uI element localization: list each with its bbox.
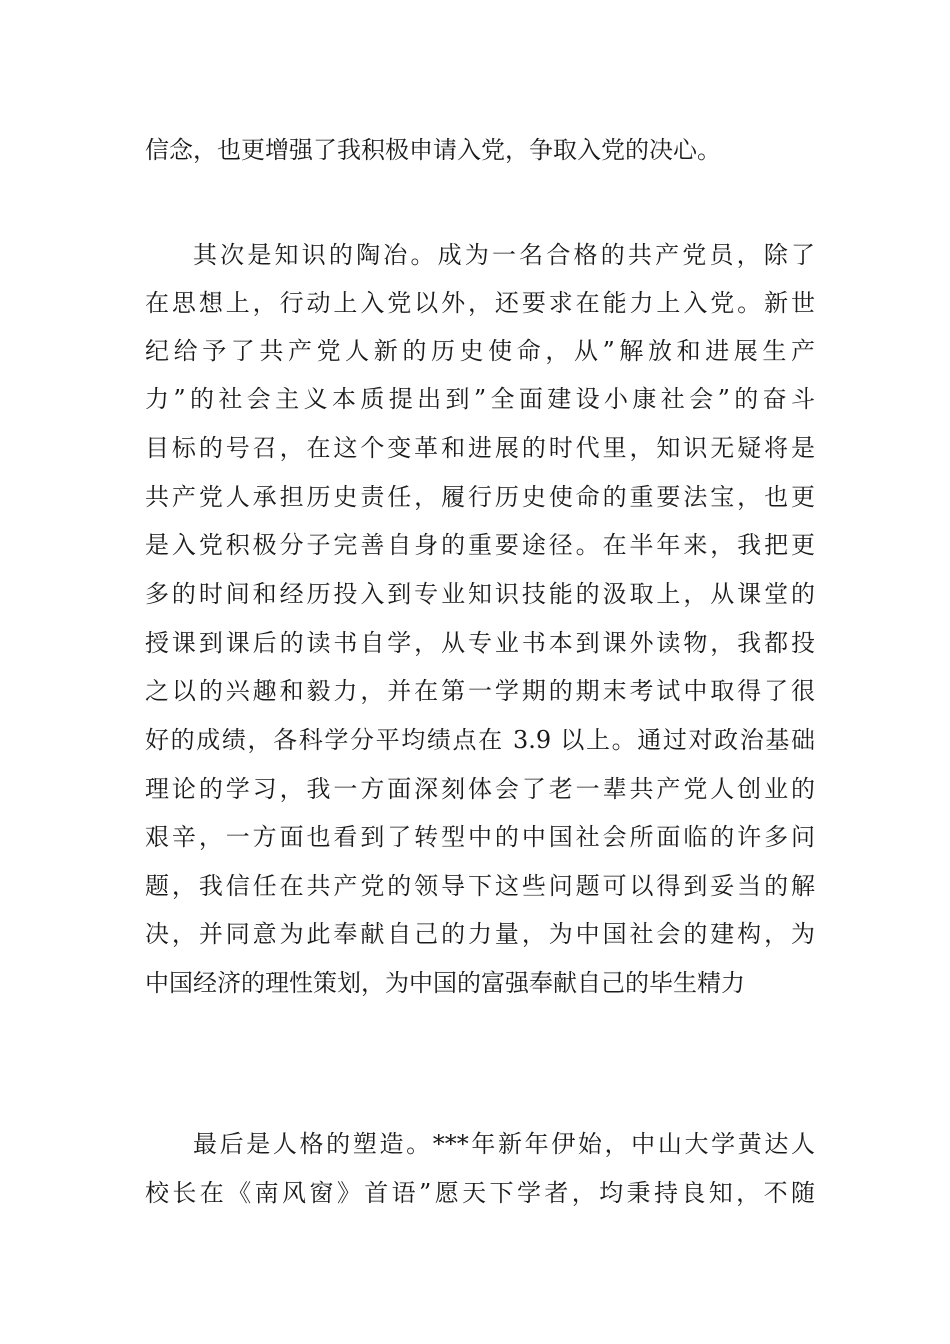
- paragraph-2-line-13: 艰辛，一方面也看到了转型中的中国社会所面临的许多问: [145, 823, 815, 851]
- paragraph-2-line-3: 纪给予了共产党人新的历史使命，从”解放和进展生产: [145, 337, 815, 365]
- paragraph-2-line-12: 理论的学习，我一方面深刻体会了老一辈共产党人创业的: [145, 775, 815, 803]
- paragraph-2-line-2: 在思想上，行动上入党以外，还要求在能力上入党。新世: [145, 289, 815, 317]
- paragraph-2-line-7: 是入党积极分子完善自身的重要途径。在半年来，我把更: [145, 531, 815, 559]
- paragraph-2-line-4: 力”的社会主义本质提出到”全面建设小康社会”的奋斗: [145, 385, 815, 413]
- paragraph-1-line-1: 信念，也更增强了我积极申请入党，争取入党的决心。: [145, 136, 721, 164]
- paragraph-2-line-5: 目标的号召，在这个变革和进展的时代里，知识无疑将是: [145, 434, 815, 462]
- paragraph-2-line-9: 授课到课后的读书自学，从专业书本到课外读物，我都投: [145, 629, 815, 657]
- paragraph-3-line-2: 校长在《南风窗》首语”愿天下学者，均秉持良知，不随: [145, 1179, 815, 1207]
- paragraph-3-line-1: 最后是人格的塑造。***年新年伊始，中山大学黄达人: [193, 1130, 815, 1158]
- paragraph-2-line-15: 决，并同意为此奉献自己的力量，为中国社会的建构，为: [145, 920, 815, 948]
- paragraph-2-line-16: 中国经济的理性策划，为中国的富强奉献自己的毕生精力: [145, 969, 745, 997]
- paragraph-2-line-11: 好的成绩，各科学分平均绩点在 3.9 以上。通过对政治基础: [145, 726, 815, 754]
- paragraph-2-line-1: 其次是知识的陶冶。成为一名合格的共产党员，除了: [193, 241, 815, 269]
- paragraph-2-line-10: 之以的兴趣和毅力，并在第一学期的期末考试中取得了很: [145, 677, 815, 705]
- paragraph-2-line-14: 题，我信任在共产党的领导下这些问题可以得到妥当的解: [145, 872, 815, 900]
- paragraph-2-line-8: 多的时间和经历投入到专业知识技能的汲取上，从课堂的: [145, 580, 815, 608]
- paragraph-2-line-6: 共产党人承担历史责任，履行历史使命的重要法宝，也更: [145, 483, 815, 511]
